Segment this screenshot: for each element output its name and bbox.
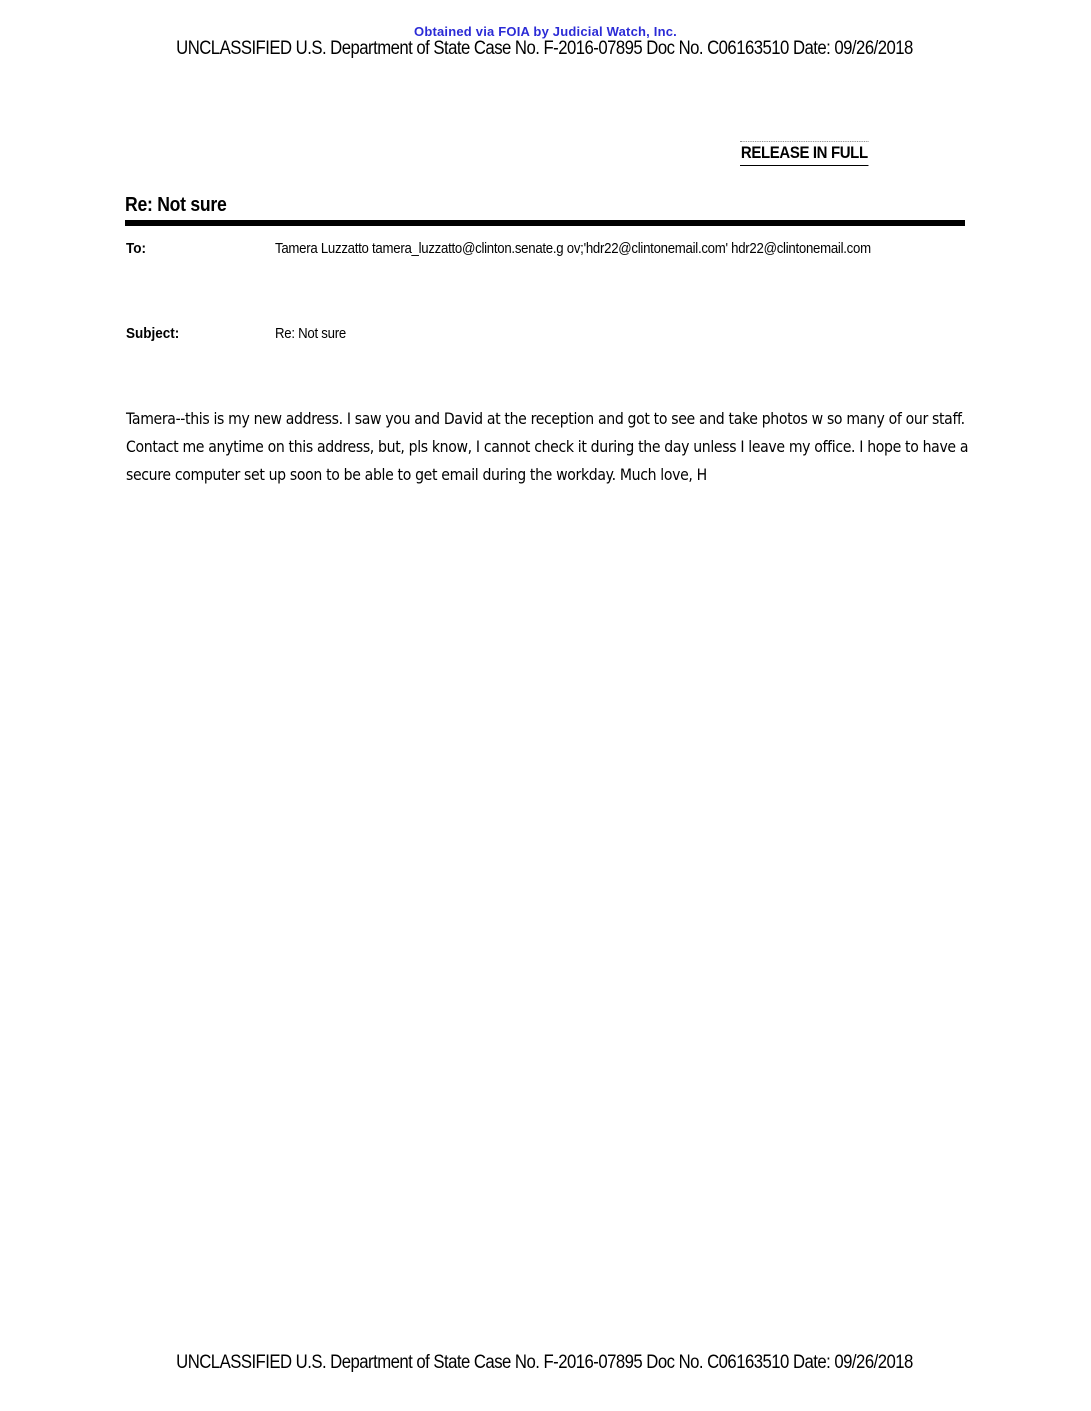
email-body-line: secure computer set up soon to be able to get email during the workday. Much love, H <box>126 465 707 484</box>
email-body-line: Contact me anytime on this address, but, pls know, I cannot check it during the day unless I leave my office. I hope to have a <box>126 437 969 456</box>
to-label: To: <box>126 240 146 257</box>
classification-stamp-bottom: UNCLASSIFIED U.S. Department of State Case No. F-2016-07895 Doc No. C06163510 Date: 09/26/2018 <box>176 1352 913 1373</box>
release-in-full-stamp: RELEASE IN FULL <box>740 141 869 166</box>
foia-banner: Obtained via FOIA by Judicial Watch, Inc. <box>414 24 677 39</box>
title-divider <box>125 220 965 226</box>
subject-value: Re: Not sure <box>275 325 346 342</box>
email-title: Re: Not sure <box>125 194 227 216</box>
subject-label: Subject: <box>126 325 180 342</box>
email-body-line: Tamera--this is my new address. I saw you and David at the reception and got to see and take photos w so many of our staff. <box>126 409 965 428</box>
classification-stamp-top: UNCLASSIFIED U.S. Department of State Case No. F-2016-07895 Doc No. C06163510 Date: 09/26/2018 <box>176 38 913 59</box>
to-recipients: Tamera Luzzatto tamera_luzzatto@clinton.senate.g ov;'hdr22@clintonemail.com' hdr22@clintonemail.com <box>275 240 871 257</box>
email-body <box>126 405 969 489</box>
